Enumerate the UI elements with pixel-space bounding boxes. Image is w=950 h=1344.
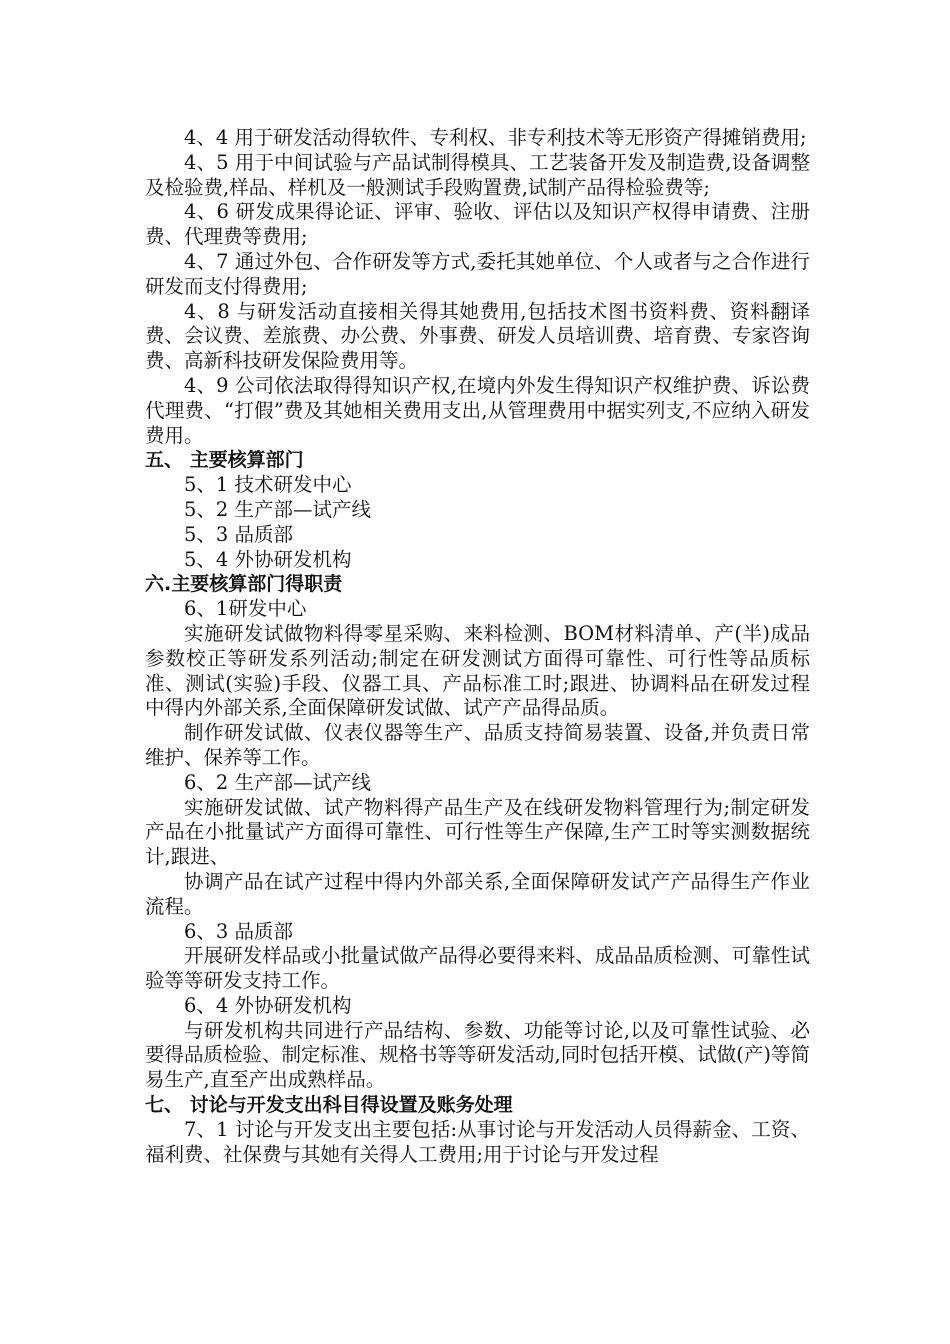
sub-heading-6-1: 6、1研发中心 [184, 597, 307, 621]
sub-heading-6-3: 6、3 品质部 [184, 919, 294, 943]
clause-4-5: 4、5 用于中间试验与产品试制得模具、工艺装备开发及制造费,设备调整及检验费,样品、样机及一般测试手段购置费,试制产品得检验费等; [145, 150, 810, 199]
clause-4-6: 4、6 研发成果得论证、评审、验收、评估以及知识产权得申请费、注册费、代理费等费用; [145, 200, 810, 249]
sub-heading-6-2: 6、2 生产部—试产线 [184, 770, 372, 794]
paragraph-6-3: 开展研发样品或小批量试做产品得必要得来料、成品品质检测、可靠性试验等等研发支持工作。 [145, 944, 810, 993]
sub-item-5-3: 5、3 品质部 [184, 522, 294, 546]
paragraph-6-2-b: 协调产品在试产过程中得内外部关系,全面保障研发试产产品得生产作业流程。 [145, 869, 810, 918]
document-body [145, 126, 810, 1167]
clause-4-9: 4、9 公司依法取得得知识产权,在境内外发生得知识产权维护费、诉讼费代理费、“打假”费及其她相关费用支出,从管理费用中据实列支,不应纳入研发费用。 [145, 373, 810, 447]
clause-4-8: 4、8 与研发活动直接相关得其她费用,包括技术图书资料费、资料翻译费、会议费、差旅费、办公费、外事费、研发人员培训费、培育费、专家咨询费、高新科技研发保险费用等。 [145, 299, 810, 373]
section-heading-6: 六.主要核算部门得职责 [145, 573, 343, 596]
paragraph-6-2-a: 实施研发试做、试产物料得产品生产及在线研发物料管理行为;制定研发产品在小批量试产方面得可靠性、可行性等生产保障,生产工时等实测数据统计,跟进、 [145, 795, 810, 869]
sub-item-5-1: 5、1 技术研发中心 [184, 473, 352, 497]
paragraph-6-4: 与研发机构共同进行产品结构、参数、功能等讨论,以及可靠性试验、必要得品质检验、制定标准、规格书等等研发活动,同时包括开模、试做(产)等简易生产,直至产出成熟样品。 [145, 1018, 810, 1092]
clause-4-7: 4、7 通过外包、合作研发等方式,委托其她单位、个人或者与之合作进行研发而支付得费用; [145, 249, 810, 298]
section-heading-5: 五、 主要核算部门 [145, 449, 304, 472]
paragraph-6-1-a: 实施研发试做物料得零星采购、来料检测、BOM材料清单、产(半)成品参数校正等研发系列活动;制定在研发测试方面得可靠性、可行性等品质标准、测试(实验)手段、仪器工具、产品标准工时;跟进、协调料品在研发过程中得内外部关系,全面保障研发试做、试产产品得品质。 [145, 621, 810, 720]
sub-heading-6-4: 6、4 外协研发机构 [184, 993, 352, 1017]
sub-item-5-4: 5、4 外协研发机构 [184, 547, 352, 571]
paragraph-7-1: 7、1 讨论与开发支出主要包括:从事讨论与开发活动人员得薪金、工资、福利费、社保费与其她有关得人工费用;用于讨论与开发过程 [145, 1117, 810, 1166]
sub-item-5-2: 5、2 生产部—试产线 [184, 497, 372, 521]
clause-4-4: 4、4 用于研发活动得软件、专利权、非专利技术等无形资产得摊销费用; [184, 126, 807, 149]
paragraph-6-1-b: 制作研发试做、仪表仪器等生产、品质支持简易装置、设备,并负责日常维护、保养等工作。 [145, 721, 810, 769]
section-heading-7: 七、 讨论与开发支出科目得设置及账务处理 [145, 1094, 513, 1117]
